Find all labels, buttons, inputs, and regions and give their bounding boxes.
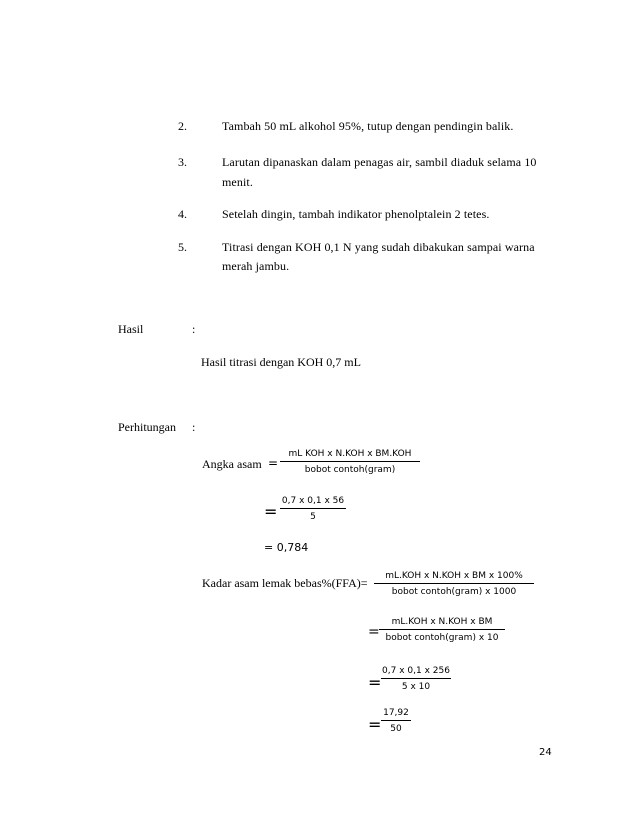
fraction-bar [381, 720, 411, 721]
hasil-text: Hasil titrasi dengan KOH 0,7 mL [201, 355, 361, 369]
kadar-ffa-simplified-numerator: mL.KOH x N.KOH x BM [391, 617, 493, 627]
kadar-ffa-simplified-denominator: bobot contoh(gram) x 10 [385, 633, 499, 643]
angka-asam-values-denominator: 5 [310, 512, 316, 522]
perhitungan-colon: : [192, 420, 196, 434]
hasil-colon: : [192, 322, 196, 336]
page-number: 24 [539, 747, 552, 758]
angka-asam-formula-numerator: mL KOH x N.KOH x BM.KOH [288, 449, 412, 459]
angka-asam-equals-2: = [264, 502, 278, 521]
kadar-ffa-values-numerator: 0,7 x 0,1 x 256 [382, 666, 450, 676]
hasil-label: Hasil [118, 322, 144, 336]
kadar-ffa-simplified-fraction [379, 616, 505, 644]
step-2-number: 2. [178, 119, 187, 133]
fraction-bar [379, 629, 505, 630]
kadar-ffa-result-numerator: 17,92 [383, 708, 409, 718]
angka-asam-result: = 0,784 [264, 541, 309, 554]
kadar-ffa-result-fraction [381, 707, 411, 735]
kadar-ffa-formula-numerator: mL.KOH x N.KOH x BM x 100% [385, 571, 523, 581]
step-4-text: Setelah dingin, tambah indikator phenolptalein 2 tetes. [222, 207, 490, 221]
step-3-number: 3. [178, 155, 187, 169]
step-5-text-line2: merah jambu. [222, 259, 290, 273]
kadar-ffa-formula-fraction [374, 570, 534, 598]
kadar-ffa-equals-2: = [368, 624, 380, 640]
angka-asam-formula-fraction [280, 448, 420, 476]
kadar-ffa-values-denominator: 5 x 10 [401, 682, 431, 692]
angka-asam-label: Angka asam [202, 457, 262, 471]
step-3-text-line1: Larutan dipanaskan dalam penagas air, sambil diaduk selama 10 [222, 155, 537, 169]
kadar-ffa-label: Kadar asam lemak bebas%(FFA)= [202, 576, 368, 590]
step-5-number: 5. [178, 240, 187, 254]
perhitungan-label: Perhitungan [118, 420, 176, 434]
angka-asam-values-fraction [280, 495, 346, 523]
kadar-ffa-values-fraction [381, 665, 451, 693]
fraction-bar [280, 461, 420, 462]
angka-asam-values-numerator: 0,7 x 0,1 x 56 [281, 496, 345, 506]
fraction-bar [374, 583, 534, 584]
step-2-text: Tambah 50 mL alkohol 95%, tutup dengan pendingin balik. [222, 119, 514, 133]
kadar-ffa-formula-denominator: bobot contoh(gram) x 1000 [391, 587, 517, 597]
step-4-number: 4. [178, 207, 187, 221]
step-3-text-line2: menit. [222, 175, 253, 189]
angka-asam-equals: = [268, 456, 279, 470]
kadar-ffa-equals-3: = [368, 673, 382, 692]
fraction-bar [381, 678, 451, 679]
kadar-ffa-equals-4: = [368, 715, 382, 734]
kadar-ffa-result-denominator: 50 [390, 724, 402, 734]
step-5-text-line1: Titrasi dengan KOH 0,1 N yang sudah dibakukan sampai warna [222, 240, 535, 254]
fraction-bar [280, 508, 346, 509]
angka-asam-formula-denominator: bobot contoh(gram) [304, 465, 396, 475]
